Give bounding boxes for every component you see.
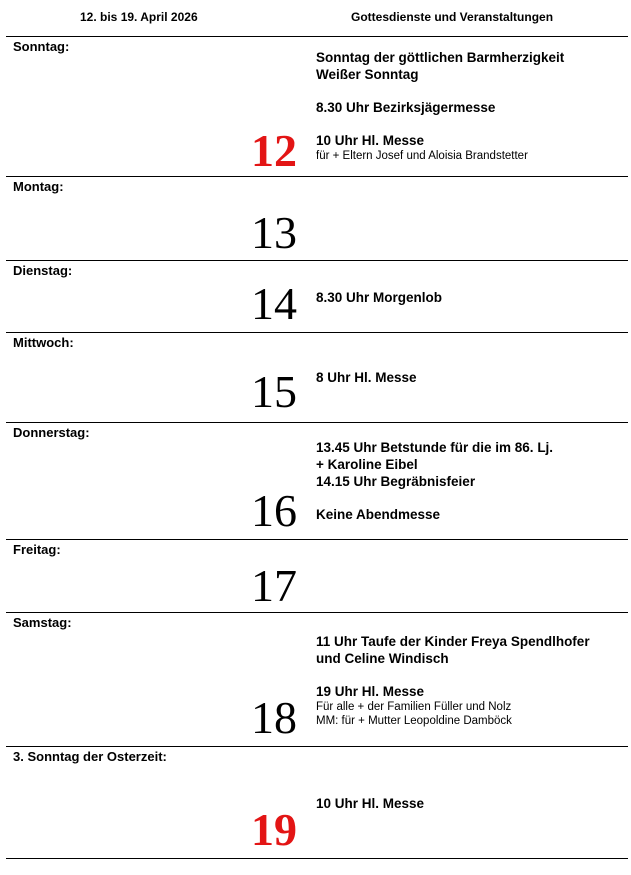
event-sub-line: Für alle + der Familien Füller und Nolz [316,701,512,713]
events-wednesday [316,369,628,386]
day-label-sunday: Sonntag: [13,39,70,54]
day-label-monday: Montag: [13,179,64,194]
day-number-17: 17 [251,560,297,611]
day-label-saturday: Samstag: [13,615,72,630]
event-line: 10 Uhr Hl. Messe [316,133,425,148]
day-number-16: 16 [251,485,297,536]
day-label-tuesday: Dienstag: [13,263,73,278]
events-third-easter-sunday [316,795,628,812]
day-label-third-easter-sunday: 3. Sonntag der Osterzeit: [13,749,167,764]
day-label-thursday: Donnerstag: [13,425,90,440]
divider [6,260,628,261]
events-sunday [316,49,628,163]
divider [6,332,628,333]
divider [6,612,628,613]
divider [6,746,628,747]
day-number-12: 12 [251,125,297,176]
event-line: 8.30 Uhr Morgenlob [316,290,443,305]
event-line: 14.15 Uhr Begräbnisfeier [316,474,476,489]
date-range-header: 12. bis 19. April 2026 [80,10,198,24]
event-sub-line: für + Eltern Josef und Aloisia Brandstetter [316,150,528,162]
event-line: 19 Uhr Hl. Messe [316,684,425,699]
event-line: 8 Uhr Hl. Messe [316,370,417,385]
event-line: 11 Uhr Taufe der Kinder Freya Spendlhofer [316,634,590,649]
events-saturday [316,633,628,728]
event-line: 10 Uhr Hl. Messe [316,796,425,811]
divider [6,176,628,177]
events-tuesday [316,289,628,306]
events-thursday [316,439,628,523]
event-line: Weißer Sonntag [316,67,419,82]
divider [6,539,628,540]
event-line: 13.45 Uhr Betstunde für die im 86. Lj. [316,440,554,455]
day-label-wednesday: Mittwoch: [13,335,74,350]
event-line: 8.30 Uhr Bezirksjägermesse [316,100,496,115]
event-sub-line: MM: für + Mutter Leopoldine Damböck [316,715,512,727]
day-label-friday: Freitag: [13,542,61,557]
divider [6,858,628,859]
event-line: Sonntag der göttlichen Barmherzigkeit [316,50,565,65]
event-line: + Karoline Eibel [316,457,418,472]
event-line: und Celine Windisch [316,651,449,666]
event-line: Keine Abendmesse [316,507,441,522]
day-number-14: 14 [251,278,297,329]
divider [6,422,628,423]
column-title-header: Gottesdienste und Veranstaltungen [351,10,554,24]
day-number-18: 18 [251,692,297,743]
day-number-15: 15 [251,366,297,417]
day-number-13: 13 [251,207,297,258]
day-number-19: 19 [251,804,297,855]
divider [6,36,628,37]
